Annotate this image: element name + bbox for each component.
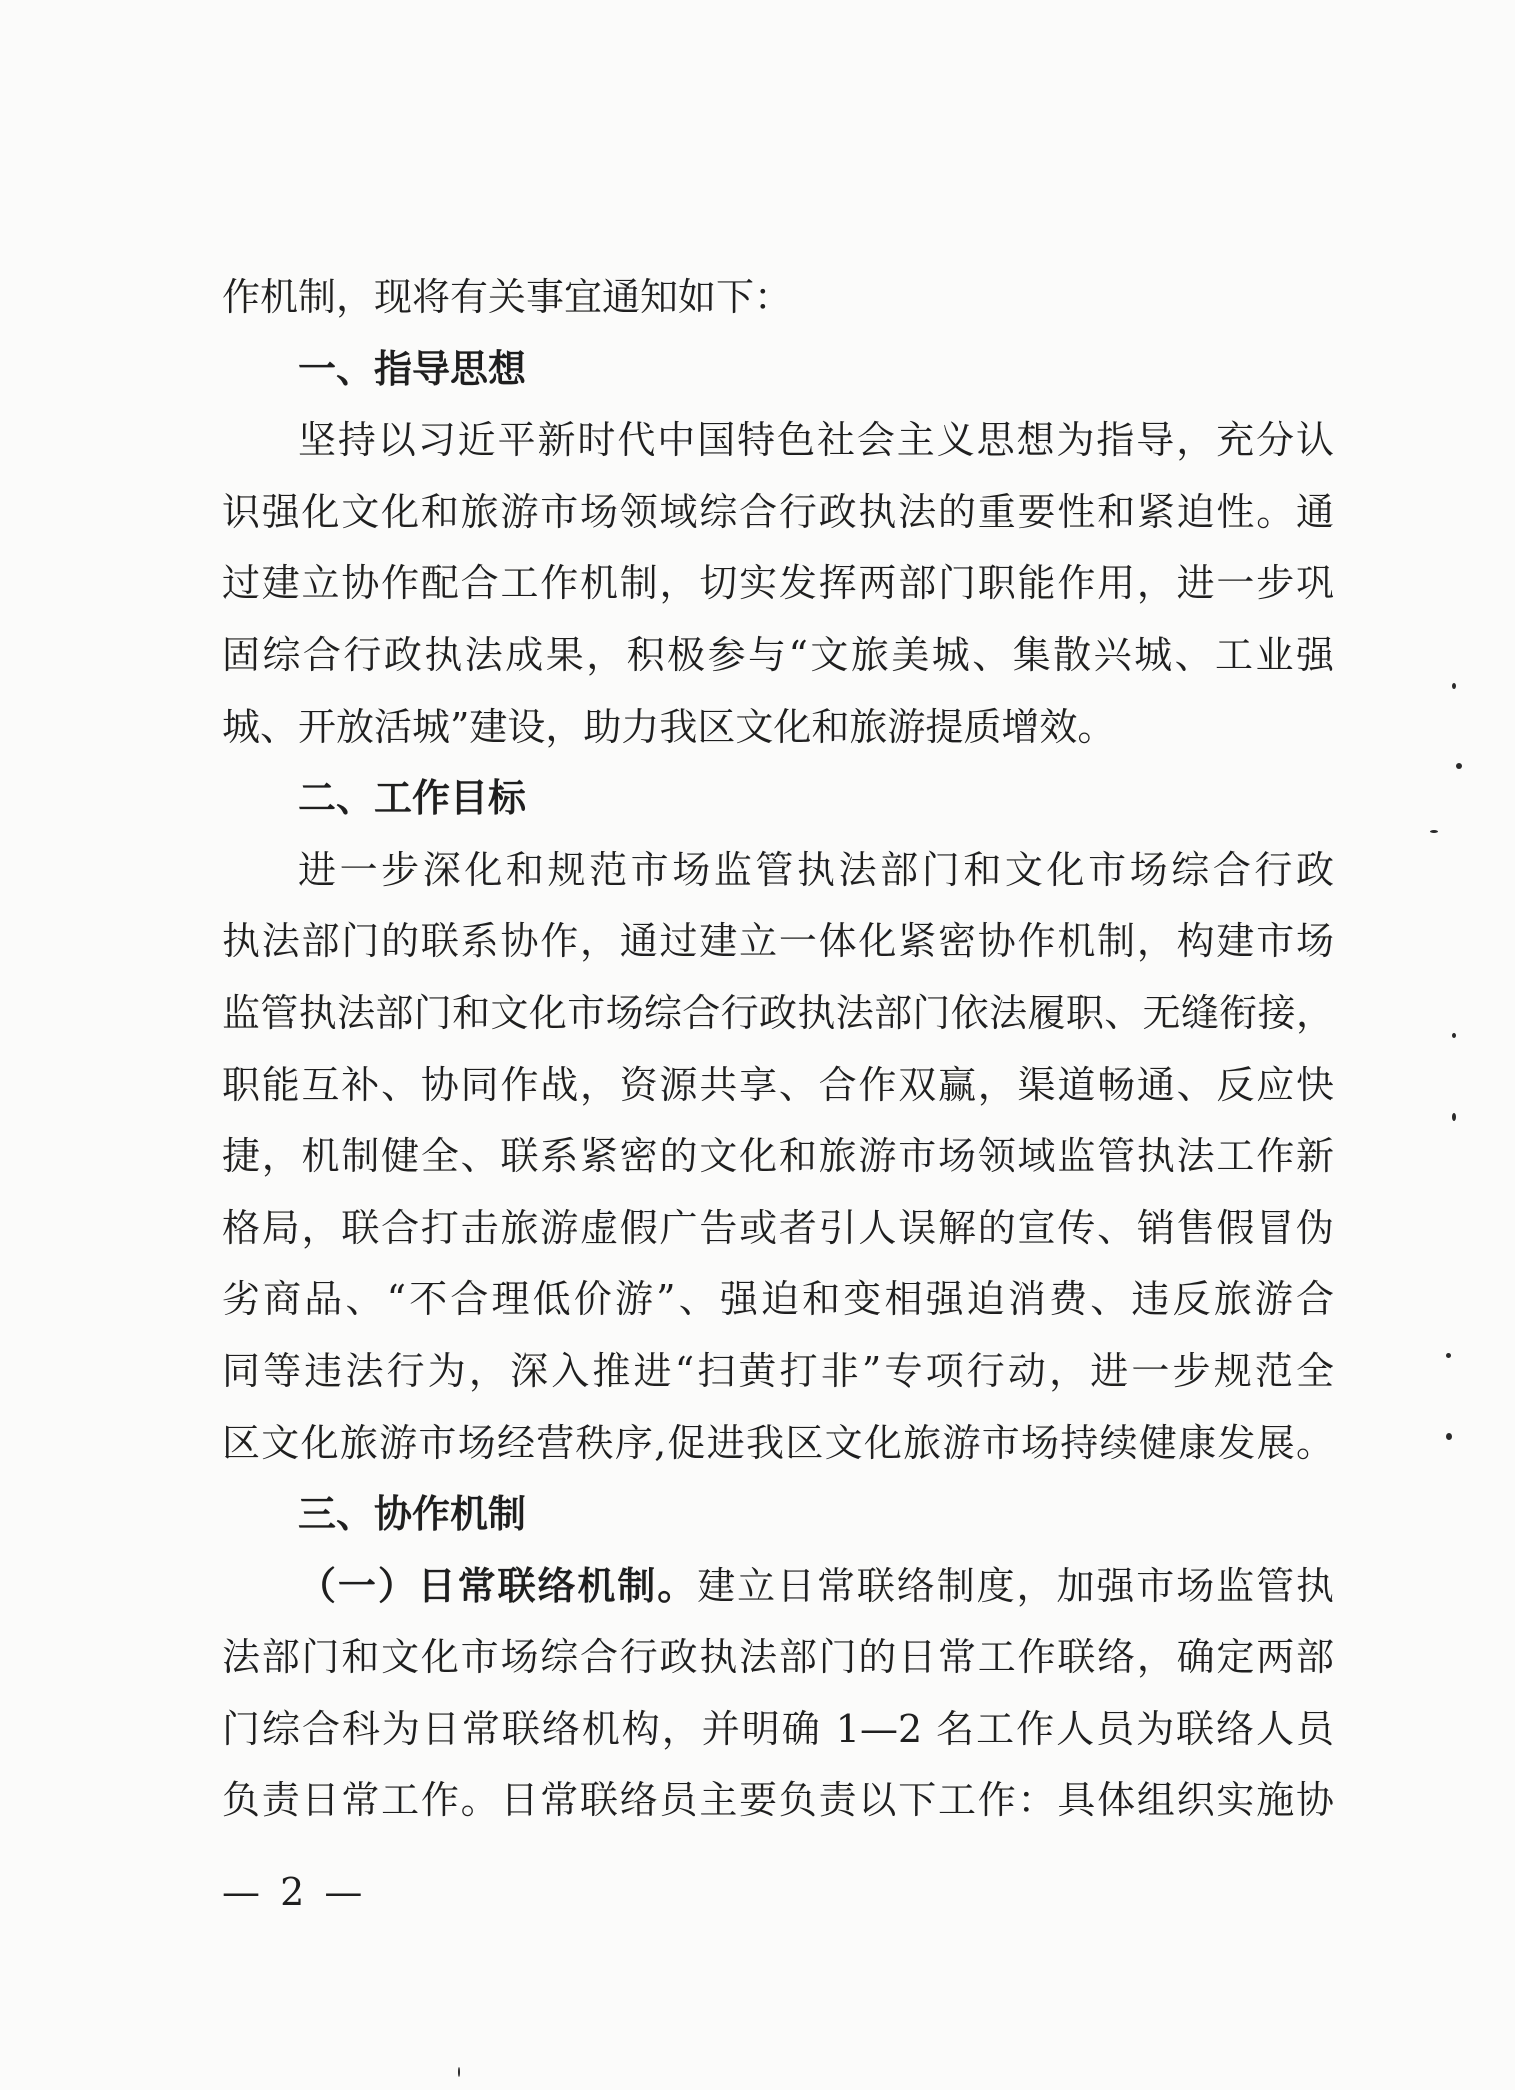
body-line-6: 固综合行政执法成果，积极参与“文旅美城、集散兴城、工业强 [222, 632, 1334, 677]
body-line-21: 门综合科为日常联络机构，并明确 1—2 名工作人员为联络人员 [222, 1706, 1334, 1751]
page-number: — 2 — [222, 1870, 367, 1914]
body-line-1: 作机制，现将有关事宜通知如下： [222, 275, 793, 319]
body-line-3: 坚持以习近平新时代中国特色社会主义思想为指导，充分认 [298, 418, 1334, 463]
document-body [222, 262, 1334, 1837]
scan-speck [458, 2067, 460, 2077]
body-line-9: 进一步深化和规范市场监管执法部门和文化市场综合行政 [298, 847, 1334, 892]
body-line-15: 劣商品、“不合理低价游”、强迫和变相强迫消费、违反旅游合 [222, 1277, 1334, 1322]
scan-speck [1452, 1113, 1456, 1121]
body-line-7: 城、开放活城”建设，助力我区文化和旅游提质增效。 [222, 704, 1116, 749]
scan-speck [1452, 683, 1456, 689]
body-line-14: 格局，联合打击旅游虚假广告或者引人误解的宣传、销售假冒伪 [222, 1205, 1334, 1250]
body-line-16: 同等违法行为，深入推进“扫黄打非”专项行动，进一步规范全 [222, 1348, 1334, 1393]
body-line-22: 负责日常工作。日常联络员主要负责以下工作：具体组织实施协 [222, 1778, 1334, 1823]
scan-speck [1452, 1033, 1456, 1038]
section-heading-cooperation-mechanism: 三、协作机制 [298, 1492, 527, 1537]
body-line-11: 监管执法部门和文化市场综合行政执法部门依法履职、无缝衔接， [222, 990, 1334, 1035]
scan-speck [1456, 763, 1462, 769]
body-line-13: 捷，机制健全、联系紧密的文化和旅游市场领域监管执法工作新 [222, 1134, 1334, 1179]
body-line-17: 区文化旅游市场经营秩序,促进我区文化旅游市场持续健康发展。 [222, 1420, 1334, 1465]
body-line-19 [222, 1551, 1334, 1623]
body-line-10: 执法部门的联系协作，通过建立一体化紧密协作机制，构建市场 [222, 919, 1334, 964]
body-line-19-text: 建立日常联络制度，加强市场监管执 [697, 1563, 1334, 1608]
body-line-20: 法部门和文化市场综合行政执法部门的日常工作联络，确定两部 [222, 1635, 1334, 1680]
section-heading-guiding-ideology: 一、指导思想 [298, 346, 527, 391]
scan-speck [1446, 1353, 1451, 1358]
scan-speck [1446, 1433, 1452, 1440]
sub-heading-daily-liaison: （一）日常联络机制。 [298, 1563, 698, 1608]
body-line-5: 过建立协作配合工作机制，切实发挥两部门职能作用，进一步巩 [222, 561, 1334, 606]
scan-speck [1430, 830, 1438, 833]
body-line-12: 职能互补、协同作战，资源共享、合作双赢，渠道畅通、反应快 [222, 1062, 1334, 1107]
body-line-4: 识强化文化和旅游市场领域综合行政执法的重要性和紧迫性。通 [222, 489, 1334, 534]
section-heading-work-goals: 二、工作目标 [298, 776, 527, 821]
